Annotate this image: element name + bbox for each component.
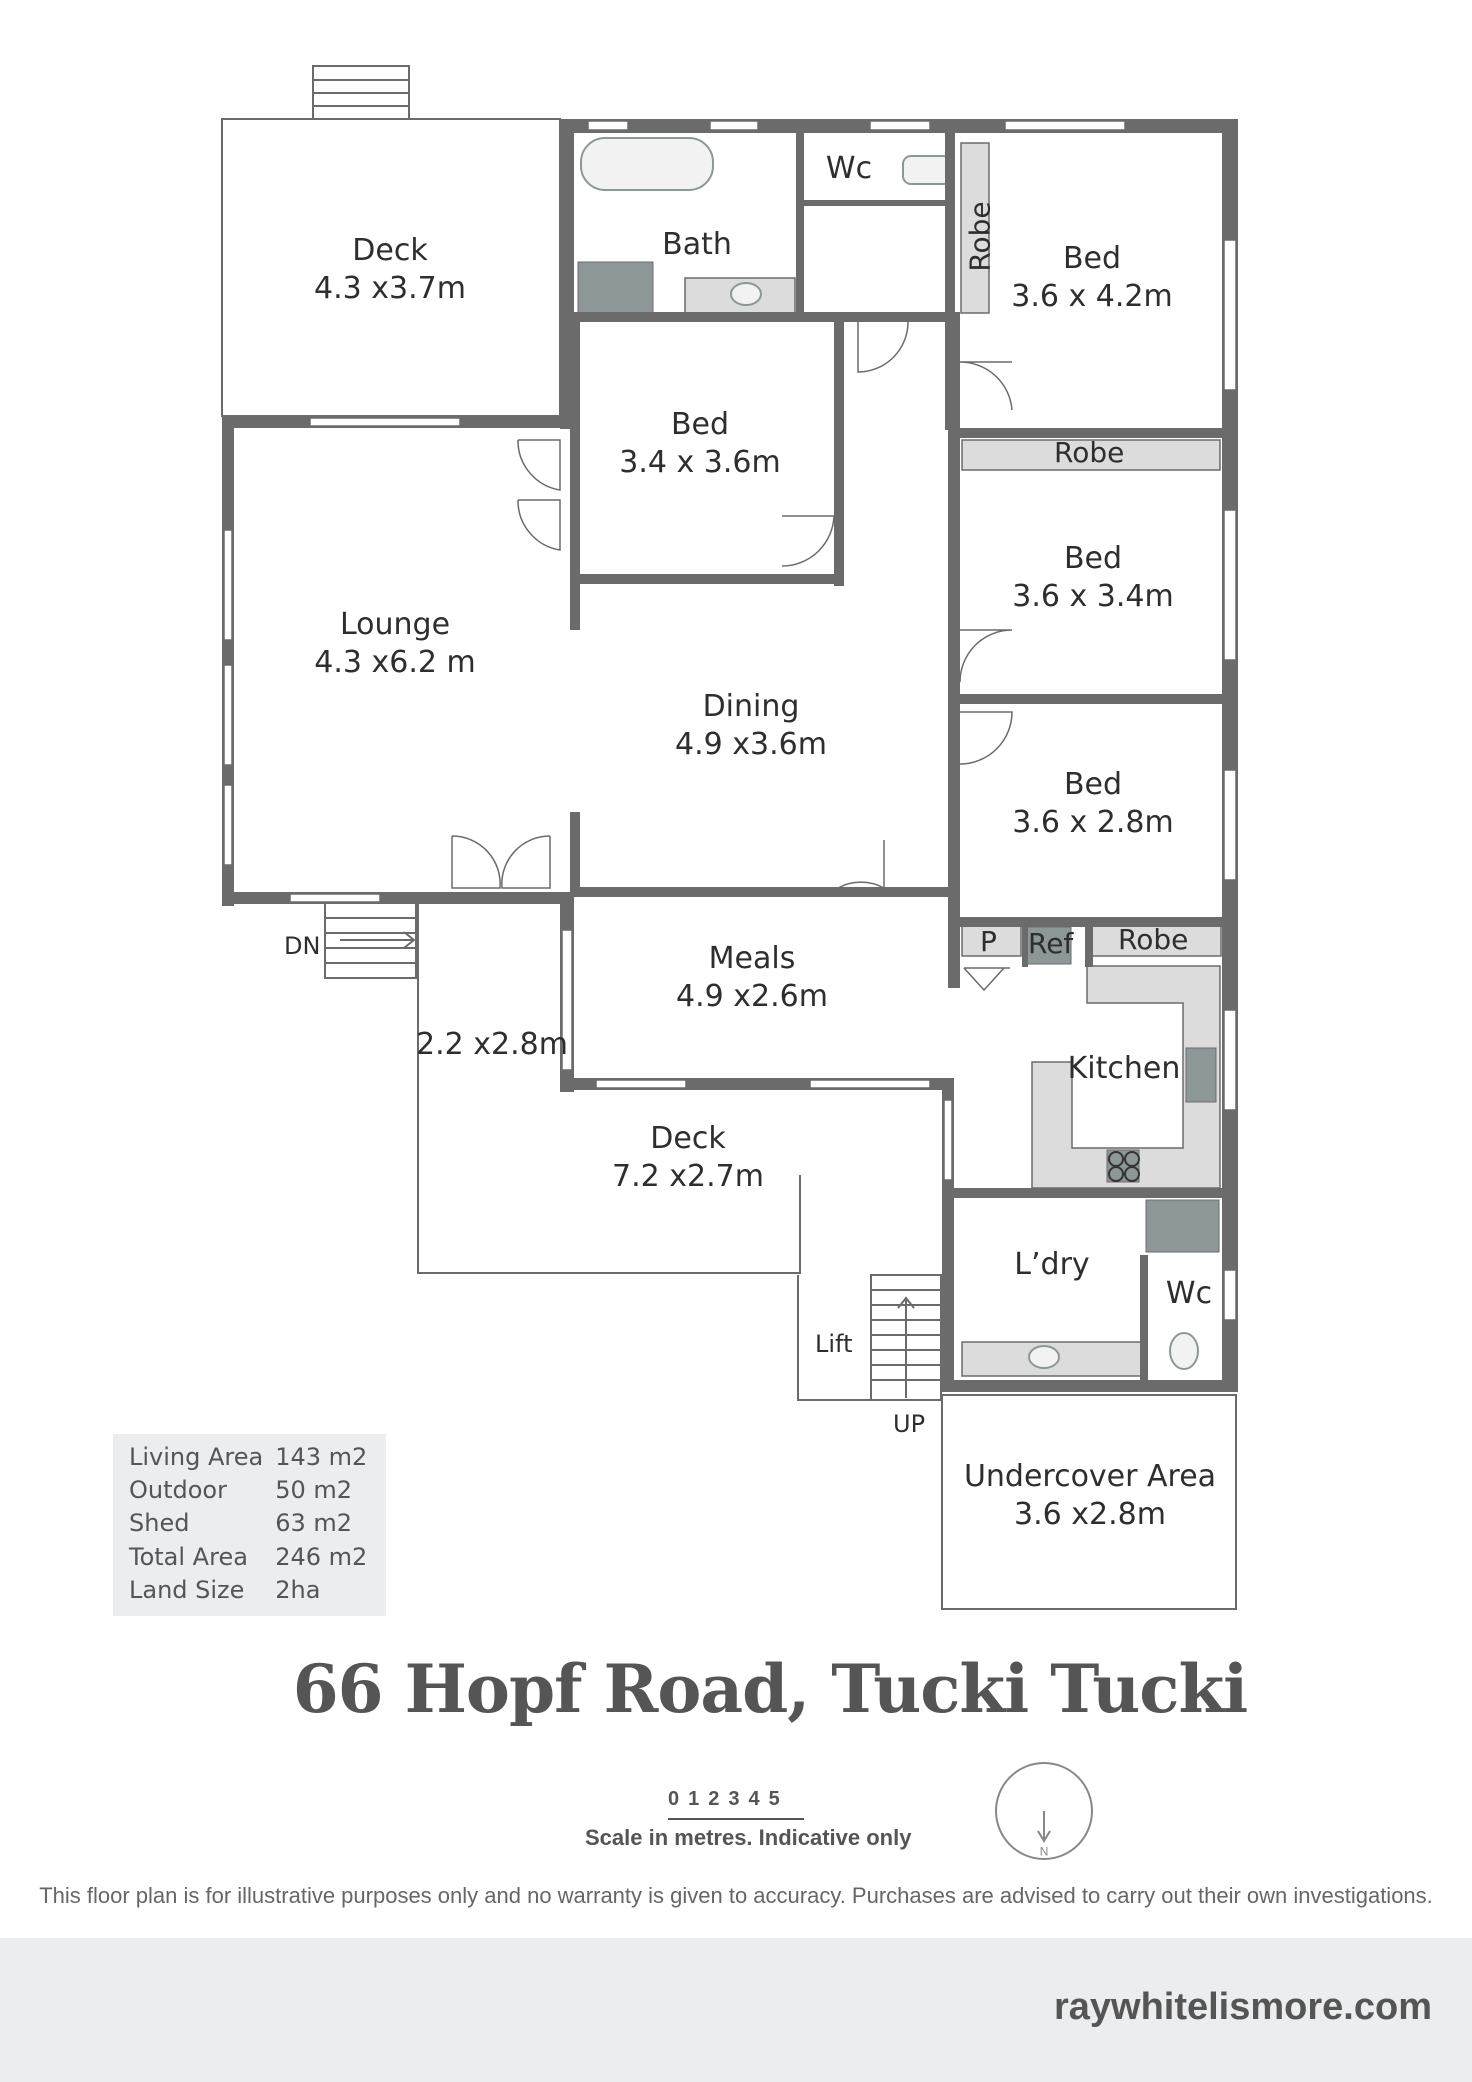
room-laundry [1014, 1246, 1089, 1284]
stairs-up-label: UP [893, 1410, 926, 1438]
pantry-label: P [980, 925, 997, 958]
room-meals [676, 940, 828, 1015]
area-label: Outdoor [129, 1476, 227, 1505]
footer [0, 1938, 1472, 2082]
area-summary [113, 1434, 386, 1616]
room-side-deck [416, 1026, 568, 1064]
lift-label: Lift [815, 1330, 853, 1358]
area-value: 2ha [275, 1575, 321, 1604]
room-dims: 3.4 x 3.6m [619, 444, 781, 480]
room-deck-bottom [612, 1120, 764, 1195]
room-dims: 4.3 x6.2 m [314, 644, 476, 680]
room-name: Meals [708, 941, 796, 976]
room-bath [662, 226, 732, 264]
robe-vertical-label: Robe [963, 201, 997, 272]
room-name: Deck [352, 233, 428, 268]
room-dims: 3.6 x 2.8m [1012, 804, 1174, 840]
room-bed-2 [619, 406, 780, 481]
stairs-down [325, 903, 416, 978]
room-dims: 3.6 x2.8m [1014, 1496, 1166, 1532]
room-name: Dining [702, 689, 800, 724]
room-bed-4 [1012, 766, 1173, 841]
scale-numbers: 012345 [668, 1788, 789, 1810]
disclaimer: This floor plan is for illustrative purposes only and no warranty is given to accuracy. Purchases are advised to carry out their own investigations. [39, 1883, 1433, 1908]
room-name: Wc [1165, 1276, 1213, 1311]
compass-letter: N [1039, 1844, 1049, 1858]
area-value: 50 m2 [275, 1476, 353, 1505]
fridge-label: Ref [1028, 927, 1074, 960]
room-undercover [964, 1458, 1216, 1533]
room-dims: 4.3 x3.7m [314, 270, 466, 306]
room-dims: 4.9 x3.6m [675, 726, 827, 762]
area-row [129, 1475, 379, 1508]
room-kitchen [1068, 1050, 1181, 1088]
area-value: 63 m2 [275, 1509, 353, 1538]
room-name: L’dry [1014, 1247, 1090, 1282]
area-value: 143 m2 [275, 1443, 368, 1471]
area-label: Land Size [129, 1575, 245, 1604]
room-name: Bath [662, 227, 732, 262]
room-dims: 3.6 x 3.4m [1012, 578, 1174, 614]
area-row [129, 1508, 379, 1541]
room-bed-1 [1011, 240, 1172, 315]
room-dims: 7.2 x2.7m [612, 1158, 764, 1194]
scale-bar [668, 1818, 804, 1820]
room-name: Bed [1062, 241, 1122, 276]
area-row [129, 1542, 379, 1575]
room-dims: 3.6 x 4.2m [1011, 278, 1173, 314]
robe-2-label: Robe [1054, 436, 1125, 469]
room-dining [675, 688, 827, 763]
room-dims: 4.9 x2.6m [676, 978, 828, 1014]
room-bed-3 [1012, 540, 1173, 615]
area-row [129, 1575, 379, 1608]
robe-3-label: Robe [1118, 923, 1189, 956]
room-name: Undercover Area [963, 1459, 1217, 1494]
area-label: Total Area [129, 1542, 248, 1571]
room-name: Deck [650, 1121, 726, 1156]
room-wc-top [826, 150, 872, 188]
area-label: Shed [129, 1509, 190, 1538]
room-name: Wc [825, 151, 873, 186]
area-label: Living Area [129, 1443, 264, 1471]
room-name: Bed [1063, 767, 1123, 802]
room-name: Lounge [339, 607, 451, 642]
stairs-down-label: DN [284, 932, 321, 960]
room-name: Bed [1063, 541, 1123, 576]
bathtub [581, 138, 713, 190]
room-name: Bed [670, 407, 730, 442]
room-lounge [314, 606, 475, 681]
area-value: 246 m2 [275, 1542, 368, 1571]
room-deck-top [314, 232, 466, 307]
scale-note: Scale in metres. Indicative only [585, 1825, 912, 1850]
stairs-up [871, 1275, 941, 1400]
area-row [129, 1442, 379, 1475]
website-link[interactable]: raywhitelismore.com [1053, 1986, 1432, 2028]
property-title: 66 Hopf Road, Tucki Tucki [292, 1650, 1248, 1728]
north-compass-icon [992, 1759, 1096, 1863]
room-dims: 2.2 x2.8m [416, 1027, 568, 1062]
room-wc-bottom [1166, 1275, 1212, 1313]
room-name: Kitchen [1067, 1051, 1181, 1086]
